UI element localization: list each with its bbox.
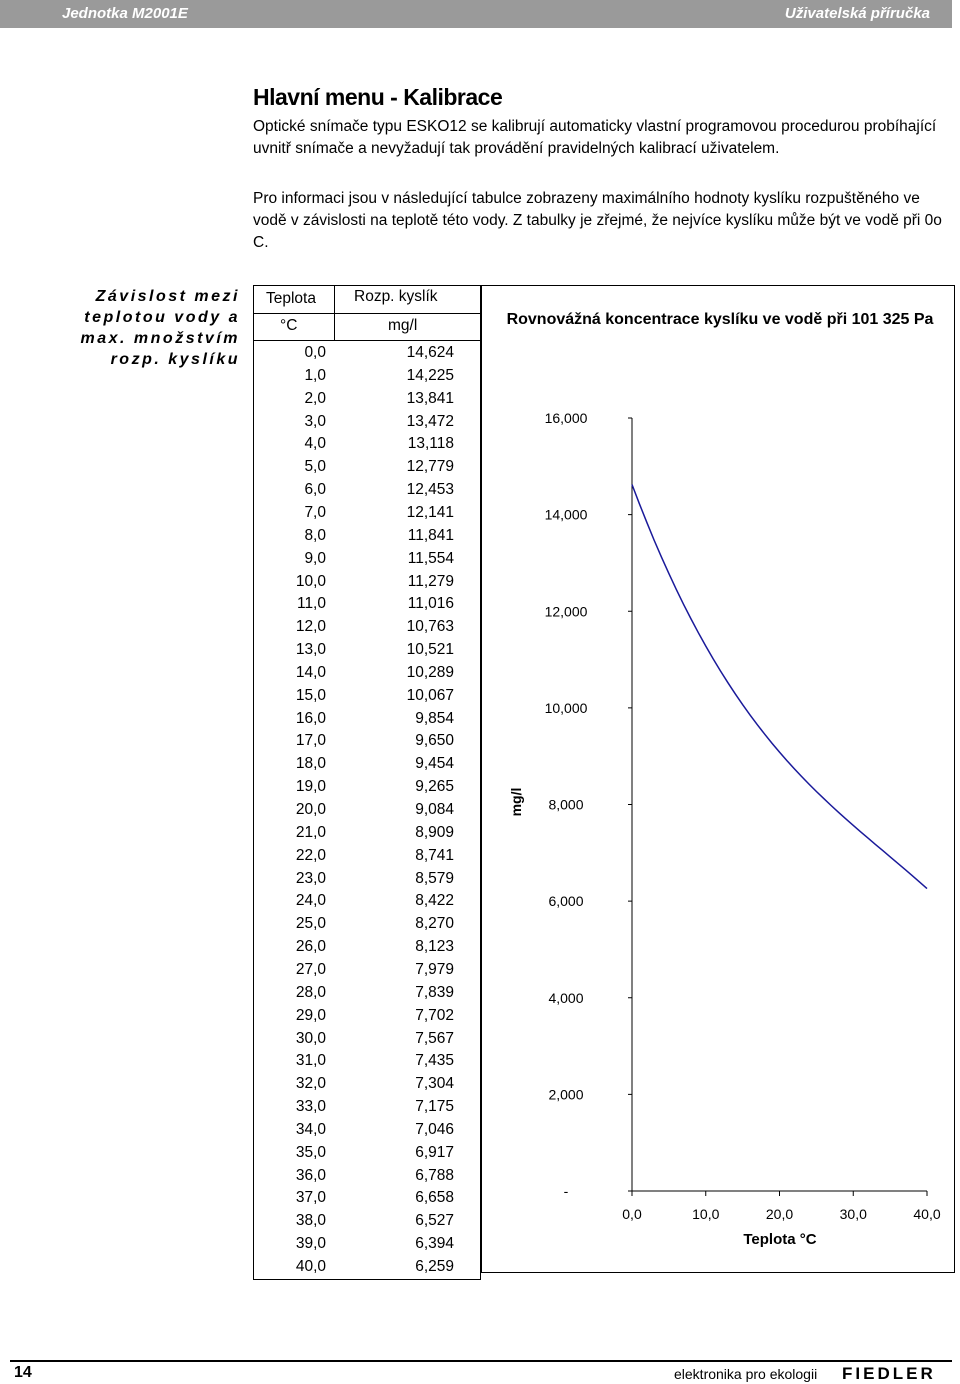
chart-x-tick-label: 0,0 bbox=[622, 1206, 642, 1222]
footer-rule bbox=[10, 1360, 952, 1362]
table-row bbox=[254, 1167, 480, 1190]
table-cell-temperature: 4,0 bbox=[304, 435, 326, 453]
table-cell-oxygen: 11,554 bbox=[407, 549, 454, 567]
table-cell-oxygen: 7,839 bbox=[415, 983, 454, 1001]
table-cell-temperature: 28,0 bbox=[295, 983, 326, 1001]
table-cell-temperature: 12,0 bbox=[295, 618, 326, 636]
table-row bbox=[254, 847, 480, 870]
table-cell-temperature: 18,0 bbox=[295, 755, 326, 773]
table-row bbox=[254, 755, 480, 778]
table-header-temperature: Teplota bbox=[266, 290, 316, 307]
table-cell-temperature: 13,0 bbox=[295, 641, 326, 659]
table-cell-temperature: 10,0 bbox=[295, 572, 326, 590]
footer-text: elektronika pro ekologii bbox=[674, 1366, 818, 1382]
table-row bbox=[254, 618, 480, 641]
table-cell-oxygen: 13,841 bbox=[406, 389, 454, 407]
table-cell-temperature: 29,0 bbox=[295, 1006, 326, 1024]
table-cell-temperature: 37,0 bbox=[295, 1189, 326, 1207]
table-row bbox=[254, 778, 480, 801]
chart-x-axis-label: Teplota °C bbox=[743, 1231, 817, 1248]
table-row bbox=[254, 1235, 480, 1258]
table-cell-oxygen: 8,123 bbox=[415, 938, 454, 956]
table-cell-oxygen: 7,046 bbox=[415, 1120, 454, 1138]
chart-y-tick-label: 16,000 bbox=[544, 410, 588, 426]
table-row bbox=[254, 1098, 480, 1121]
chart-y-axis-title: mg/l bbox=[508, 787, 524, 817]
table-cell-temperature: 19,0 bbox=[295, 778, 326, 796]
table-cell-temperature: 20,0 bbox=[295, 801, 326, 818]
table-row bbox=[254, 413, 480, 436]
table-cell-oxygen: 8,422 bbox=[415, 892, 454, 910]
table-cell-oxygen: 7,175 bbox=[415, 1098, 454, 1116]
table-row bbox=[254, 1007, 480, 1030]
table-row bbox=[254, 1075, 480, 1098]
table-row bbox=[254, 1121, 480, 1144]
table-cell-temperature: 40,0 bbox=[295, 1258, 326, 1275]
chart-y-tick-label: - bbox=[563, 1183, 569, 1199]
page-header bbox=[0, 0, 952, 28]
fiedler-logo: FIEDLER bbox=[842, 1364, 936, 1383]
chart-y-tick-label: 4,000 bbox=[548, 989, 584, 1006]
table-cell-oxygen: 14,624 bbox=[406, 344, 454, 361]
table-cell-temperature: 11,0 bbox=[296, 595, 326, 613]
chart-x-tick-label: 30,0 bbox=[839, 1206, 867, 1222]
table-row bbox=[254, 984, 480, 1007]
table-row bbox=[254, 687, 480, 710]
table-cell-temperature: 31,0 bbox=[295, 1052, 326, 1070]
oxygen-table bbox=[253, 285, 481, 1280]
table-row bbox=[254, 458, 480, 481]
table-cell-temperature: 33,0 bbox=[295, 1098, 326, 1116]
table-row bbox=[254, 1030, 480, 1053]
table-cell-oxygen: 9,854 bbox=[415, 709, 454, 727]
table-cell-temperature: 14,0 bbox=[295, 663, 326, 681]
table-row bbox=[254, 435, 480, 458]
table-cell-oxygen: 14,225 bbox=[406, 366, 454, 384]
table-cell-temperature: 8,0 bbox=[304, 526, 326, 544]
header-product: Jednotka M2001E bbox=[62, 5, 188, 22]
table-cell-oxygen: 6,259 bbox=[415, 1258, 454, 1275]
table-cell-temperature: 35,0 bbox=[295, 1143, 326, 1161]
table-cell-oxygen: 9,650 bbox=[415, 732, 454, 750]
table-cell-oxygen: 8,909 bbox=[415, 823, 454, 841]
table-row bbox=[254, 1258, 480, 1281]
table-cell-temperature: 15,0 bbox=[295, 686, 326, 704]
table-row bbox=[254, 915, 480, 938]
table-row bbox=[254, 870, 480, 893]
chart-x-tick-label: 20,0 bbox=[765, 1206, 794, 1222]
table-divider bbox=[254, 340, 480, 341]
table-row bbox=[254, 961, 480, 984]
table-cell-temperature: 1,0 bbox=[304, 366, 326, 384]
table-cell-temperature: 21,0 bbox=[295, 823, 326, 841]
table-row bbox=[254, 1052, 480, 1075]
table-cell-temperature: 38,0 bbox=[295, 1212, 326, 1230]
table-header-oxygen-unit: mg/l bbox=[388, 317, 418, 334]
chart-y-tick-label: 14,000 bbox=[544, 506, 588, 523]
table-cell-temperature: 27,0 bbox=[295, 960, 326, 978]
table-cell-temperature: 5,0 bbox=[304, 458, 326, 476]
table-cell-oxygen: 7,979 bbox=[415, 960, 454, 978]
table-divider bbox=[254, 313, 480, 314]
oxygen-chart bbox=[481, 285, 953, 1271]
table-row bbox=[254, 1144, 480, 1167]
table-cell-oxygen: 10,521 bbox=[406, 641, 454, 659]
side-caption-line: max. množstvím bbox=[80, 330, 240, 347]
chart-y-tick-label: 6,000 bbox=[548, 893, 584, 910]
table-row bbox=[254, 390, 480, 413]
chart-title: Rovnovážná koncentrace kyslíku ve vodě při 101 325 Pa bbox=[506, 311, 934, 328]
page-title: Hlavní menu - Kalibrace bbox=[253, 84, 503, 110]
table-cell-oxygen: 12,779 bbox=[406, 458, 454, 476]
table-cell-temperature: 32,0 bbox=[295, 1075, 326, 1093]
table-row bbox=[254, 481, 480, 504]
chart-x-tick-label: 10,0 bbox=[692, 1206, 720, 1222]
table-cell-temperature: 30,0 bbox=[295, 1029, 326, 1047]
table-cell-temperature: 36,0 bbox=[295, 1166, 326, 1184]
table-cell-oxygen: 6,917 bbox=[415, 1143, 454, 1161]
table-cell-oxygen: 13,118 bbox=[407, 435, 454, 453]
table-cell-temperature: 22,0 bbox=[295, 846, 326, 864]
header-manual: Uživatelská příručka bbox=[784, 5, 930, 22]
table-cell-oxygen: 7,567 bbox=[415, 1029, 454, 1047]
table-cell-temperature: 17,0 bbox=[295, 732, 326, 750]
table-cell-oxygen: 13,472 bbox=[406, 412, 454, 430]
table-row bbox=[254, 344, 480, 367]
table-row bbox=[254, 801, 480, 824]
table-cell-oxygen: 6,394 bbox=[415, 1235, 454, 1253]
table-row bbox=[254, 504, 480, 527]
side-caption-line: rozp. kyslíku bbox=[110, 351, 240, 368]
side-caption bbox=[50, 286, 240, 370]
table-cell-oxygen: 11,279 bbox=[407, 572, 454, 590]
table-row bbox=[254, 824, 480, 847]
table-cell-oxygen: 7,702 bbox=[415, 1006, 454, 1024]
table-cell-temperature: 16,0 bbox=[295, 709, 326, 727]
chart-x-tick-label: 40,0 bbox=[913, 1206, 941, 1222]
table-cell-oxygen: 6,658 bbox=[415, 1189, 454, 1207]
table-row bbox=[254, 550, 480, 573]
page-number: 14 bbox=[14, 1364, 32, 1381]
table-cell-oxygen: 8,270 bbox=[415, 915, 454, 933]
table-cell-temperature: 24,0 bbox=[295, 892, 326, 910]
table-row bbox=[254, 1189, 480, 1212]
table-row bbox=[254, 664, 480, 687]
table-cell-temperature: 2,0 bbox=[304, 389, 326, 407]
table-cell-oxygen: 10,289 bbox=[406, 663, 454, 681]
table-cell-oxygen: 11,841 bbox=[407, 526, 454, 544]
side-caption-line: Závislost mezi bbox=[95, 288, 240, 305]
side-caption-line: teplotou vody a bbox=[84, 309, 240, 326]
table-cell-oxygen: 7,304 bbox=[415, 1075, 454, 1093]
table-cell-oxygen: 11,016 bbox=[407, 595, 454, 613]
table-cell-oxygen: 8,579 bbox=[415, 869, 454, 887]
table-cell-temperature: 34,0 bbox=[295, 1120, 326, 1138]
table-cell-temperature: 6,0 bbox=[304, 481, 326, 499]
chart-y-tick-label: 12,000 bbox=[544, 603, 588, 620]
table-row bbox=[254, 367, 480, 390]
table-cell-oxygen: 9,265 bbox=[415, 778, 454, 796]
info-paragraph: Pro informaci jsou v následující tabulce zobrazeny maximálního hodnoty kyslíku rozpuštěného ve vodě v závislosti na teplotě této vody. Z tabulky je zřejmé, že nejvíce kyslíku může být ve vodě při 0o C. bbox=[253, 190, 942, 251]
table-cell-temperature: 3,0 bbox=[304, 412, 326, 430]
table-header-temperature-unit: °C bbox=[280, 317, 298, 334]
table-header-oxygen: Rozp. kyslík bbox=[354, 288, 438, 305]
table-cell-oxygen: 9,084 bbox=[415, 801, 454, 818]
chart-series-line bbox=[632, 485, 927, 889]
table-row bbox=[254, 573, 480, 596]
table-row bbox=[254, 641, 480, 664]
table-row bbox=[254, 892, 480, 915]
table-row bbox=[254, 595, 480, 618]
table-row bbox=[254, 710, 480, 733]
table-cell-temperature: 9,0 bbox=[304, 549, 326, 567]
table-cell-oxygen: 12,453 bbox=[406, 481, 454, 499]
table-cell-temperature: 25,0 bbox=[295, 915, 326, 933]
table-cell-oxygen: 10,067 bbox=[406, 686, 454, 704]
table-cell-oxygen: 8,741 bbox=[415, 846, 454, 864]
table-cell-temperature: 39,0 bbox=[295, 1235, 326, 1253]
table-cell-temperature: 23,0 bbox=[295, 869, 326, 887]
table-row bbox=[254, 938, 480, 961]
table-row bbox=[254, 732, 480, 755]
table-cell-temperature: 0,0 bbox=[304, 344, 326, 361]
table-cell-oxygen: 10,763 bbox=[406, 618, 454, 636]
intro-paragraph: Optické snímače typu ESKO12 se kalibrují automaticky vlastní programovou procedurou probíhající uvnitř snímače a nevyžadují tak provádění pravidelných kalibrací uživatelem. bbox=[253, 118, 937, 157]
chart-y-tick-label: 10,000 bbox=[544, 699, 588, 716]
table-cell-oxygen: 7,435 bbox=[415, 1052, 454, 1070]
table-cell-oxygen: 12,141 bbox=[406, 503, 454, 521]
table-row bbox=[254, 527, 480, 550]
table-cell-oxygen: 6,527 bbox=[415, 1212, 454, 1230]
chart-y-tick-label: 8,000 bbox=[548, 796, 584, 813]
chart-y-tick-label: 2,000 bbox=[548, 1086, 584, 1103]
table-cell-oxygen: 9,454 bbox=[415, 755, 454, 773]
table-row bbox=[254, 1212, 480, 1235]
table-cell-temperature: 7,0 bbox=[304, 503, 326, 521]
chart-y-axis-label bbox=[496, 787, 536, 820]
table-cell-oxygen: 6,788 bbox=[415, 1166, 454, 1184]
table-cell-temperature: 26,0 bbox=[295, 938, 326, 956]
